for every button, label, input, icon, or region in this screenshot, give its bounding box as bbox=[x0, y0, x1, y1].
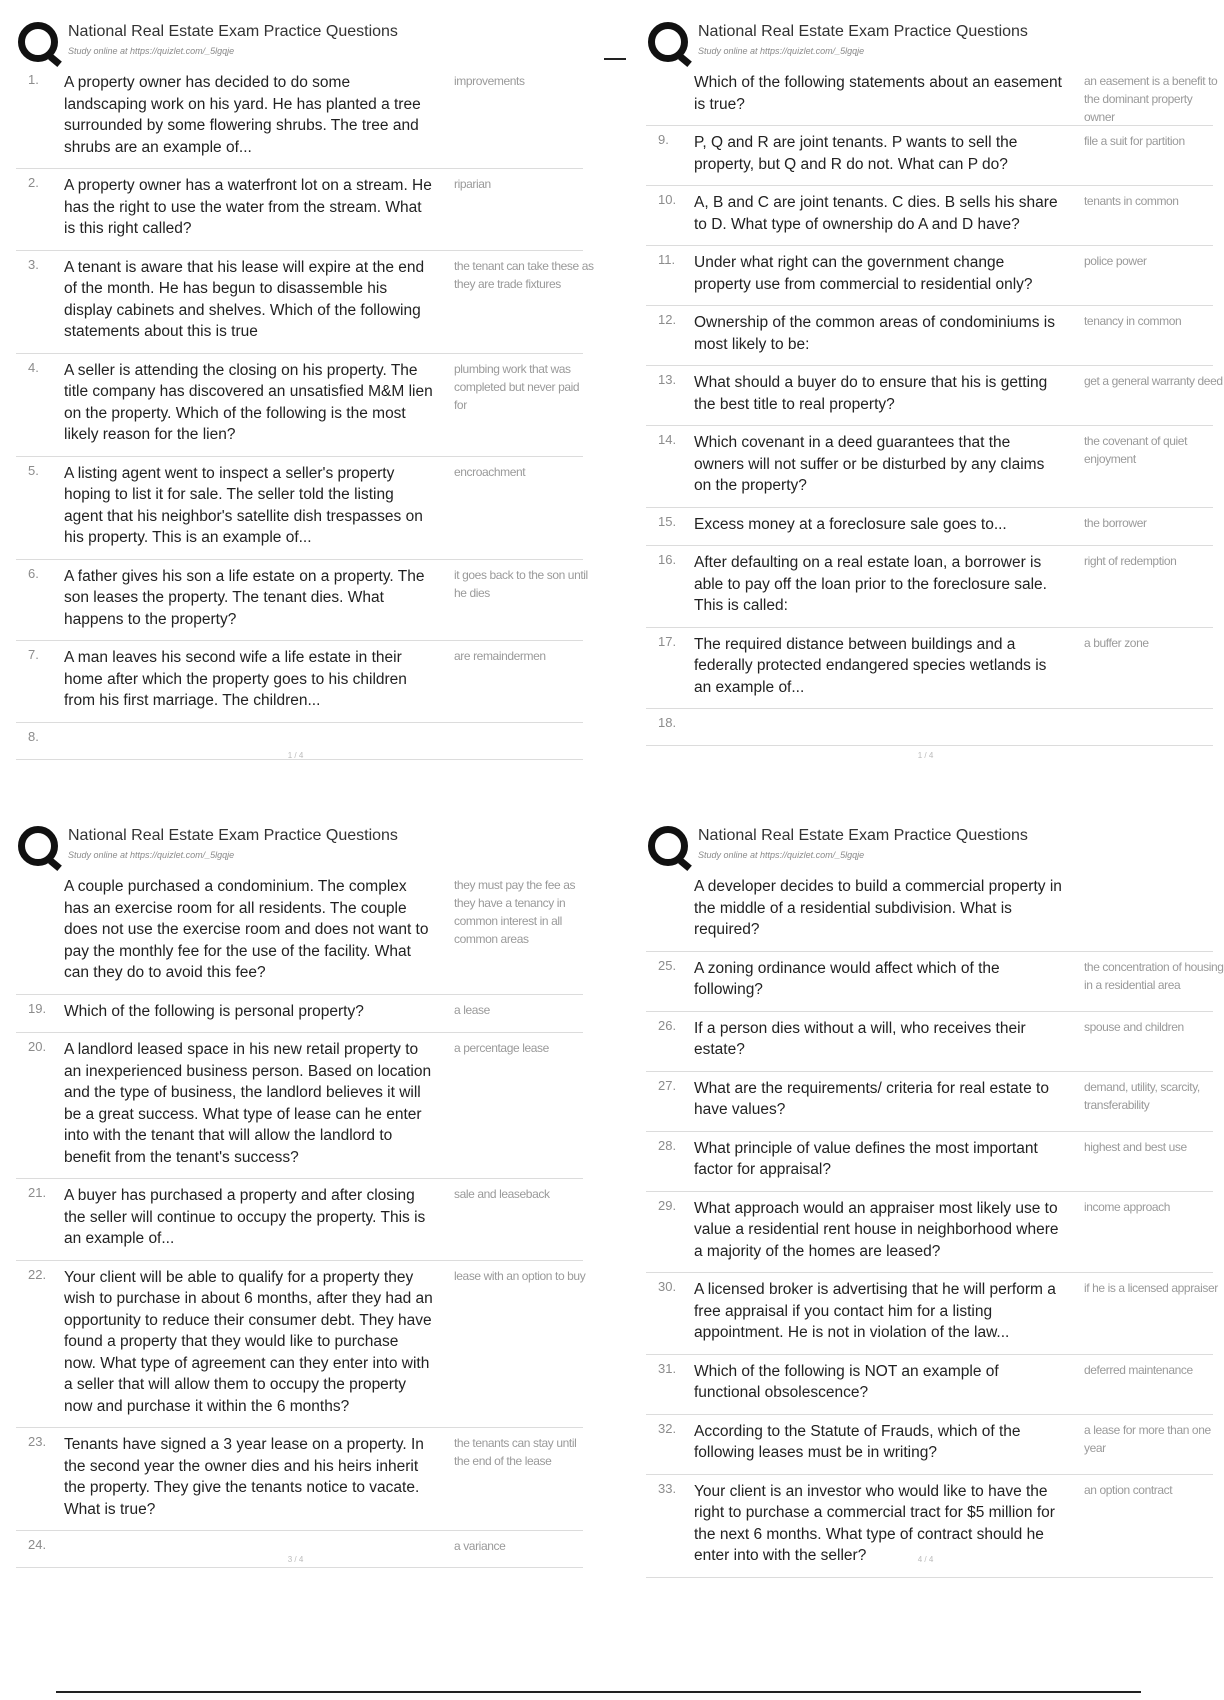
page-4 bbox=[638, 812, 1224, 1602]
question-number: 28. bbox=[658, 1137, 677, 1153]
question-row bbox=[646, 1415, 1213, 1475]
answer-text: it goes back to the son until he dies bbox=[454, 567, 588, 600]
answer-text: get a general warranty deed bbox=[1084, 374, 1223, 388]
question-text: A couple purchased a condominium. The complex has an exercise room for all residents. The couple does not use the exercise room and does not want to pay the monthly fee for the use of the facility. What can they do to avoid this fee? bbox=[64, 878, 429, 981]
answer-text: they must pay the fee as they have a tenancy in common interest in all common areas bbox=[454, 878, 576, 946]
question-number: 22. bbox=[28, 1266, 47, 1282]
answer-text: encroachment bbox=[454, 464, 526, 479]
question-text: Which of the following statements about an easement is true? bbox=[694, 74, 1062, 113]
question-row bbox=[16, 641, 583, 723]
answer-text: riparian bbox=[454, 177, 491, 191]
question-row bbox=[16, 870, 583, 995]
bottom-rule bbox=[56, 1691, 1141, 1693]
page-header bbox=[638, 8, 1213, 66]
question-text: What are the requirements/ criteria for real estate to have values? bbox=[694, 1079, 1049, 1118]
question-row bbox=[16, 251, 594, 354]
question-number: 20. bbox=[28, 1039, 47, 1054]
answer-text: the tenant can take these as they are trade fixtures bbox=[454, 258, 594, 291]
question-text: A tenant is aware that his lease will expire at the end of the month. He has begun to disassemble his display cabinets and shelves. Which of the following statements about this is true bbox=[64, 258, 425, 340]
answer-text: the tenants can stay until the end of the lease bbox=[454, 1436, 577, 1468]
question-number: 16. bbox=[658, 552, 677, 567]
question-text: According to the Statute of Frauds, which of the following leases must be in writing? bbox=[694, 1422, 1021, 1461]
question-row bbox=[646, 870, 1213, 952]
question-number: 33. bbox=[658, 1480, 677, 1496]
question-number: 17. bbox=[658, 633, 677, 649]
question-list bbox=[16, 66, 594, 760]
question-row bbox=[646, 1012, 1213, 1072]
quizlet-logo-icon bbox=[648, 826, 688, 866]
question-row bbox=[646, 246, 1213, 306]
question-number: 19. bbox=[28, 1000, 47, 1016]
question-text: A developer decides to build a commercial property in the middle of a residential subdivision. What is required? bbox=[694, 878, 1062, 938]
answer-text: a buffer zone bbox=[1084, 635, 1149, 650]
question-text: A man leaves his second wife a life estate in their home after which the property goes to his children from his first marriage. The children... bbox=[64, 649, 407, 709]
answer-text: deferred maintenance bbox=[1084, 1362, 1193, 1377]
question-text: A listing agent went to inspect a seller's property hoping to list it for sale. The seller told the listing agent that his neighbor's satellite dish trespasses on his property. This is an example of... bbox=[64, 464, 423, 546]
question-row bbox=[646, 426, 1213, 508]
question-number: 5. bbox=[28, 462, 39, 478]
answer-text: if he is a licensed appraiser bbox=[1084, 1281, 1218, 1295]
question-row bbox=[646, 66, 1218, 126]
question-row bbox=[646, 306, 1213, 366]
page-3 bbox=[8, 812, 586, 1602]
study-link[interactable]: Study online at https://quizlet.com/_5lgqje bbox=[68, 46, 235, 56]
page-number: 1 / 4 bbox=[917, 751, 934, 760]
question-text: Which of the following is personal property? bbox=[64, 1002, 364, 1020]
question-text: Your client will be able to qualify for a property they wish to purchase in about 6 months, after they had an opportunity to reduce their consumer debt. They have found a property that they would like to purchase now. What type of agreement can they enter into with a seller that will allow them to occupy the property now and purchase it within the 6 months? bbox=[64, 1268, 433, 1415]
answer-text: file a suit for partition bbox=[1084, 134, 1185, 148]
question-row bbox=[646, 1355, 1213, 1415]
question-number: 29. bbox=[658, 1197, 677, 1213]
question-list bbox=[646, 66, 1223, 746]
answer-text: the borrower bbox=[1084, 515, 1147, 530]
answer-text: sale and leaseback bbox=[454, 1187, 550, 1201]
question-row bbox=[16, 1428, 583, 1531]
answer-text: lease with an option to buy bbox=[454, 1268, 586, 1283]
answer-text: a variance bbox=[454, 1539, 506, 1553]
study-link[interactable]: Study online at https://quizlet.com/_5lgqje bbox=[698, 850, 865, 860]
page-title: National Real Estate Exam Practice Questions bbox=[68, 23, 398, 40]
question-row bbox=[646, 546, 1213, 628]
page-number: 1 / 4 bbox=[287, 751, 304, 760]
question-number: 25. bbox=[658, 957, 677, 973]
question-row bbox=[16, 995, 583, 1034]
question-text: Which of the following is NOT an example of functional obsolescence? bbox=[694, 1362, 999, 1401]
question-number: 15. bbox=[658, 513, 677, 529]
question-text: P, Q and R are joint tenants. P wants to sell the property, but Q and R do not. What can P do? bbox=[694, 134, 1018, 173]
question-number: 2. bbox=[28, 175, 39, 190]
answer-text: police power bbox=[1084, 254, 1147, 268]
question-row bbox=[646, 186, 1213, 246]
question-number: 3. bbox=[28, 256, 39, 272]
question-text: What approach would an appraiser most likely use to value a residential rent house in neighborhood where a majority of the homes are leased? bbox=[694, 1199, 1059, 1260]
question-text: A property owner has decided to do some landscaping work on his yard. He has planted a tree surrounded by some flowering shrubs. The tree and shrubs are an example of... bbox=[64, 74, 421, 156]
answer-text: right of redemption bbox=[1084, 554, 1177, 568]
question-text: A landlord leased space in his new retail property to an inexperienced business person. Based on location and the type of business, the landlord believes it will be a great success. What type of lease can he enter into with the tenant that will allow the landlord to benefit from the tenant's success? bbox=[64, 1041, 432, 1166]
question-row bbox=[646, 126, 1213, 186]
question-number: 8. bbox=[28, 728, 39, 744]
question-row bbox=[646, 952, 1224, 1012]
question-text: If a person dies without a will, who receives their estate? bbox=[694, 1019, 1026, 1058]
question-number: 14. bbox=[658, 432, 677, 447]
question-row bbox=[646, 366, 1223, 426]
question-number: 27. bbox=[658, 1077, 677, 1093]
question-text: A father gives his son a life estate on a property. The son leases the property. The tenant dies. What happens to the property? bbox=[64, 567, 425, 628]
answer-text: plumbing work that was completed but never paid for bbox=[454, 361, 580, 412]
answer-text: the covenant of quiet enjoyment bbox=[1084, 434, 1188, 466]
question-number: 26. bbox=[658, 1017, 677, 1033]
question-row bbox=[646, 1273, 1218, 1355]
question-text: A, B and C are joint tenants. C dies. B sells his share to D. What type of ownership do A and D have? bbox=[694, 194, 1058, 233]
quizlet-logo-icon bbox=[18, 826, 58, 866]
quizlet-logo-icon bbox=[18, 22, 58, 62]
question-number: 21. bbox=[28, 1185, 47, 1200]
page-header bbox=[638, 812, 1213, 870]
question-number: 32. bbox=[658, 1420, 677, 1436]
answer-text: an easement is a benefit to the dominant property owner bbox=[1084, 74, 1218, 124]
question-number: 18. bbox=[658, 715, 677, 730]
question-row bbox=[646, 1072, 1213, 1132]
question-text: A seller is attending the closing on his property. The title company has discovered an unsatisfied M&M lien on the property. Which of the following is the most likely reason for the lien? bbox=[64, 361, 433, 443]
page-2 bbox=[638, 8, 1223, 798]
question-row bbox=[16, 560, 588, 642]
answer-text: a percentage lease bbox=[454, 1041, 549, 1055]
question-text: What should a buyer do to ensure that his is getting the best title to real property? bbox=[694, 374, 1048, 413]
question-row bbox=[646, 1132, 1213, 1192]
answer-text: improvements bbox=[454, 74, 525, 88]
page-number: 4 / 4 bbox=[917, 1555, 934, 1564]
question-list bbox=[646, 870, 1224, 1578]
question-text: Under what right can the government change property use from commercial to residential only? bbox=[694, 254, 1033, 293]
question-row bbox=[646, 508, 1213, 547]
question-text: A zoning ordinance would affect which of the following? bbox=[694, 959, 1000, 998]
study-link[interactable]: Study online at https://quizlet.com/_5lgqje bbox=[68, 850, 235, 860]
question-number: 24. bbox=[28, 1537, 47, 1552]
question-text: A buyer has purchased a property and after closing the seller will continue to occupy the property. This is an example of... bbox=[64, 1187, 426, 1247]
question-row bbox=[16, 457, 583, 560]
question-list bbox=[16, 870, 586, 1568]
question-number: 10. bbox=[658, 192, 677, 207]
question-number: 4. bbox=[28, 359, 39, 375]
answer-text: a lease bbox=[454, 1002, 490, 1017]
page-1 bbox=[8, 8, 594, 798]
answer-text: spouse and children bbox=[1084, 1019, 1184, 1034]
page-title: National Real Estate Exam Practice Questions bbox=[698, 827, 1028, 844]
question-text: A property owner has a waterfront lot on a stream. He has the right to use the water from the stream. What is this right called? bbox=[64, 177, 432, 237]
answer-text: tenants in common bbox=[1084, 194, 1179, 208]
question-number: 11. bbox=[658, 252, 676, 267]
question-text: A licensed broker is advertising that he will perform a free appraisal if you contact him for a listing appointment. He is not in violation of the law... bbox=[694, 1281, 1056, 1341]
question-text: Tenants have signed a 3 year lease on a property. In the second year the owner dies and his heirs inherit the property. They give the tenants notice to vacate. What is true? bbox=[64, 1436, 424, 1518]
question-text: Excess money at a foreclosure sale goes to... bbox=[694, 515, 1007, 533]
question-row bbox=[646, 628, 1213, 710]
page-header bbox=[8, 812, 583, 870]
answer-text: highest and best use bbox=[1084, 1139, 1187, 1154]
question-text: The required distance between buildings and a federally protected endangered species wetlands is an example of... bbox=[694, 635, 1047, 696]
page-title: National Real Estate Exam Practice Questions bbox=[698, 23, 1028, 40]
question-number: 31. bbox=[658, 1360, 677, 1376]
question-row bbox=[16, 66, 583, 169]
answer-text: tenancy in common bbox=[1084, 314, 1182, 328]
question-row bbox=[646, 709, 1213, 746]
page-number: 3 / 4 bbox=[287, 1555, 304, 1564]
question-number: 13. bbox=[658, 372, 677, 387]
question-number: 12. bbox=[658, 312, 677, 327]
separator-dash bbox=[604, 58, 626, 60]
answer-text: are remaindermen bbox=[454, 649, 546, 663]
study-link[interactable]: Study online at https://quizlet.com/_5lgqje bbox=[698, 46, 865, 56]
question-text: After defaulting on a real estate loan, a borrower is able to pay off the loan prior to the foreclosure sale. This is called: bbox=[694, 554, 1047, 614]
quizlet-logo-icon bbox=[648, 22, 688, 62]
question-row bbox=[16, 354, 583, 457]
question-number: 30. bbox=[658, 1279, 677, 1294]
question-number: 6. bbox=[28, 565, 39, 581]
answer-text: a lease for more than one year bbox=[1084, 1422, 1211, 1455]
question-text: Your client is an investor who would like to have the right to purchase a commercial tract for $5 million for the next 6 months. What type of contract should he enter into with the seller? bbox=[694, 1482, 1055, 1564]
answer-text: an option contract bbox=[1084, 1482, 1173, 1497]
answer-text: income approach bbox=[1084, 1199, 1171, 1214]
answer-text: the concentration of housing in a residential area bbox=[1084, 959, 1224, 992]
question-number: 7. bbox=[28, 647, 39, 662]
page-title: National Real Estate Exam Practice Questions bbox=[68, 827, 398, 844]
question-number: 23. bbox=[28, 1434, 47, 1449]
question-row bbox=[16, 169, 583, 251]
question-number: 1. bbox=[28, 72, 39, 87]
question-row bbox=[16, 1261, 586, 1429]
question-row bbox=[16, 1179, 583, 1261]
page-header bbox=[8, 8, 583, 66]
answer-text: demand, utility, scarcity, transferability bbox=[1084, 1079, 1200, 1112]
question-row bbox=[646, 1192, 1213, 1274]
question-row bbox=[16, 1033, 583, 1179]
question-text: Ownership of the common areas of condominiums is most likely to be: bbox=[694, 314, 1055, 353]
question-number: 9. bbox=[658, 132, 669, 147]
question-text: Which covenant in a deed guarantees that the owners will not suffer or be disturbed by any claims on the property? bbox=[694, 434, 1045, 494]
question-text: What principle of value defines the most important factor for appraisal? bbox=[694, 1139, 1038, 1178]
